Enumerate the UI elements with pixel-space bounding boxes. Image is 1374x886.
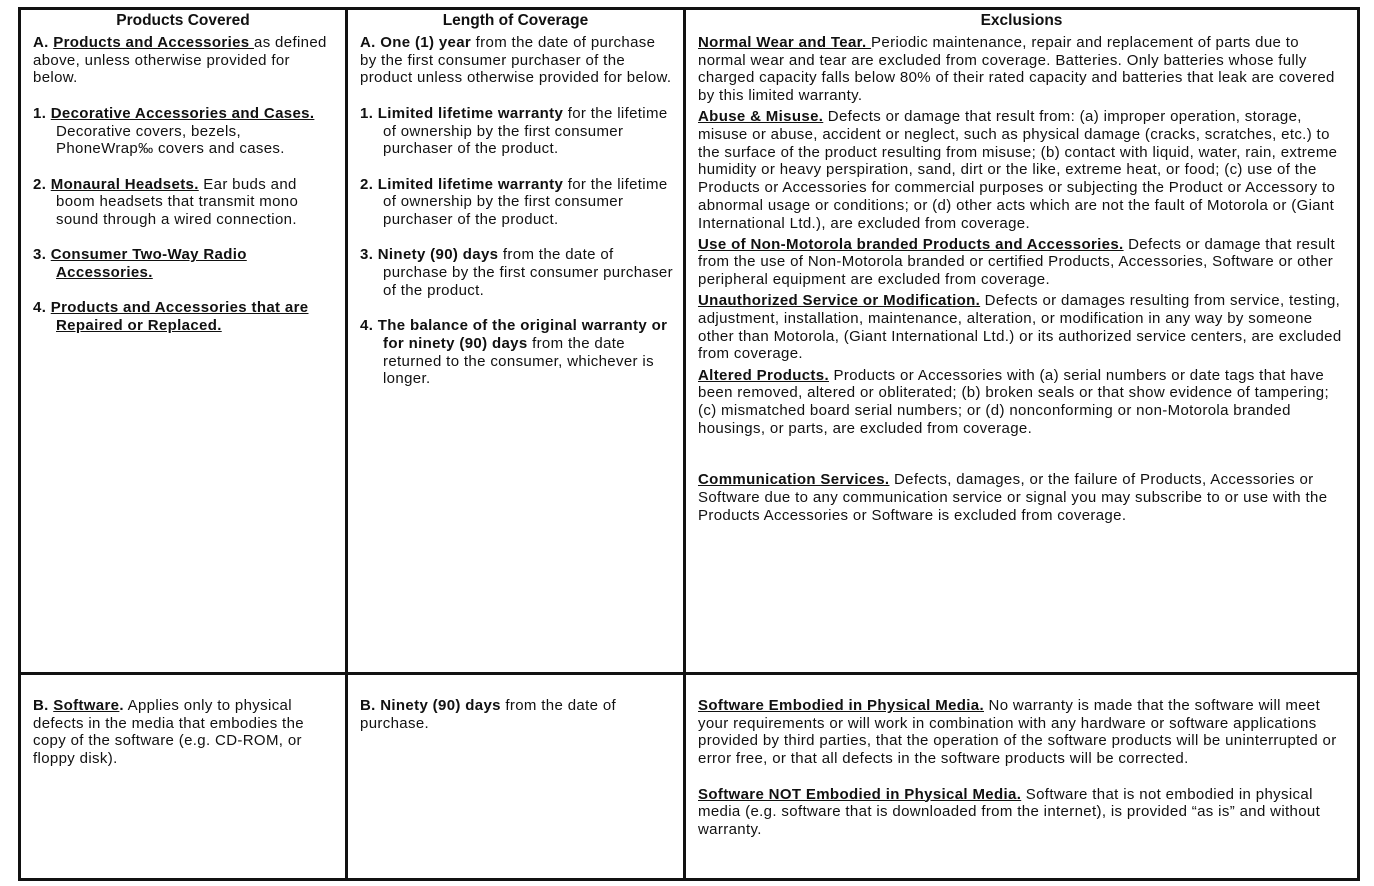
cell-content [21, 675, 345, 768]
section-title: Monaural Headsets. [50, 175, 199, 193]
coverage-paragraph [698, 108, 1349, 232]
section-title: Abuse & Misuse. [698, 108, 824, 126]
cell-content [686, 675, 1357, 839]
coverage-paragraph [698, 292, 1349, 363]
body-text: No warranty is made that the software will meet your requirements or will work in combination with any hardware or software applications provided by third parties, that the operation of the software products will be uninterrupted or error free, or that all defects in the software products will be corrected. [698, 697, 1337, 768]
coverage-paragraph [33, 697, 337, 768]
bold-lead: 1. [33, 104, 51, 122]
bold-lead: 3. [33, 246, 51, 264]
body-text: Defects, damages, or the failure of Products, Accessories or Software due to any communication service or signal you may subscribe to or use with the Products Accessories or Software is excluded from coverage. [698, 471, 1328, 524]
header-row [20, 9, 1359, 33]
body-text: as defined above, unless otherwise provided for below. [33, 34, 327, 87]
coverage-paragraph [33, 176, 337, 229]
cell-content [348, 675, 683, 732]
bold-lead: A. [33, 34, 54, 51]
body-text: from the date of purchase by the first consumer purchaser of the product unless otherwise provided for below. [360, 34, 672, 87]
body-text: for the lifetime of ownership by the first consumer purchaser of the product. [383, 104, 668, 158]
bold-lead: B. Ninety (90) days [360, 697, 501, 714]
cell-content [348, 32, 683, 388]
section-title: Products and Accessories [53, 34, 254, 51]
bold-lead: 1. Limited lifetime warranty [360, 104, 564, 122]
coverage-paragraph [698, 786, 1349, 839]
bold-lead: 4. [33, 299, 51, 317]
coverage-paragraph [360, 105, 675, 158]
coverage-paragraph [360, 246, 675, 299]
products-covered-cell [20, 32, 347, 674]
section-title: Normal Wear and Tear. [698, 34, 872, 51]
body-text: Decorative covers, bezels, PhoneWrap‰ covers and cases. [56, 122, 285, 158]
section-title: Products and Accessories that are Repaired or Replaced. [50, 299, 309, 335]
header-exclusions: Exclusions [685, 9, 1359, 33]
products-covered-cell [20, 674, 347, 880]
section-title: Software [53, 697, 120, 714]
coverage-paragraph [33, 246, 337, 281]
bold-lead: 4. The balance of the original warranty or for ninety (90) days [360, 317, 668, 352]
coverage-paragraph [33, 105, 337, 158]
section-title: Communication Services. [698, 471, 890, 489]
body-text: for the lifetime of ownership by the first consumer purchaser of the product. [383, 175, 668, 228]
body-text: Products or Accessories with (a) serial numbers or date tags that have been removed, altered or obliterated; (b) broken seals or that show evidence of tampering; (c) mismatched board serial numbers; or (d) nonconforming or non-Motorola branded housings, or parts, are excluded from coverage. [698, 366, 1330, 437]
coverage-paragraph [698, 697, 1349, 768]
body-text: Defects or damages resulting from service, testing, adjustment, installation, maintenance, alteration, or modification in any way by someone other than Motorola, (Giant International Ltd.) or its authorized service centers, are excluded from coverage. [698, 292, 1342, 363]
bold-lead: 3. Ninety (90) days [360, 246, 499, 264]
body-text: Ear buds and boom headsets that transmit mono sound through a wired connection. [56, 175, 299, 228]
body-text: Applies only to physical defects in the media that embodies the copy of the software (e.g. CD-ROM, or floppy disk). [33, 697, 304, 768]
coverage-paragraph [33, 299, 337, 334]
coverage-paragraph [698, 236, 1349, 289]
bold-lead: B. [33, 697, 54, 714]
exclusions-cell [685, 674, 1359, 880]
coverage-paragraph [360, 34, 675, 87]
section-title: Use of Non-Motorola branded Products and Accessories. [698, 235, 1124, 253]
coverage-paragraph [698, 471, 1349, 524]
bold-lead: 2. [33, 175, 51, 193]
bold-lead: 2. Limited lifetime warranty [360, 175, 564, 193]
body-text: Software that is not embodied in physical media (e.g. software that is downloaded from the internet), is provided “as is” and without warranty. [698, 785, 1321, 838]
body-text: from the date returned to the consumer, whichever is longer. [383, 334, 654, 388]
body-text: Defects or damage that result from the use of Non-Motorola branded or certified Products, Accessories, Software or other peripheral equipment are excluded from coverage. [698, 235, 1336, 289]
bold-lead: A. One (1) year [360, 34, 472, 51]
coverage-paragraph [360, 176, 675, 229]
exclusions-cell [685, 32, 1359, 674]
header-products-covered: Products Covered [20, 9, 347, 33]
body-text: from the date of purchase. [360, 697, 617, 732]
coverage-paragraph [698, 367, 1349, 438]
section-title: Software NOT Embodied in Physical Media. [698, 785, 1022, 803]
body-text: from the date of purchase by the first consumer purchaser of the product. [383, 246, 673, 299]
length-of-coverage-cell [347, 32, 685, 674]
length-of-coverage-cell [347, 674, 685, 880]
section-title: Consumer Two-Way Radio Accessories. [50, 246, 247, 282]
coverage-paragraph [698, 34, 1349, 105]
products-and-accessories-row [20, 32, 1359, 674]
section-title: Altered Products. [698, 366, 829, 384]
cell-content [686, 32, 1357, 525]
body-text: Periodic maintenance, repair and replacement of parts due to normal wear and tear are excluded from coverage. Batteries. Only batteries whose fully charged capacity falls below 80% of their rated capacity and batteries that leak are covered by this limited warranty. [698, 34, 1335, 105]
body-text: Defects or damage that result from: (a) improper operation, storage, misuse or abuse, accident or neglect, such as physical damage (cracks, scratches, etc.) to the surface of the product resulting from misuse; (b) contact with liquid, water, rain, extreme humidity or heavy perspiration, sand, dirt or the like, extreme heat, or food; (c) use of the Products or Accessories for commercial purposes or subjecting the Product or Accessory to abnormal usage or conditions; or (d) other acts which are not the fault of Motorola or (Giant International Ltd.), are excluded from coverage. [698, 108, 1338, 232]
coverage-paragraph [360, 697, 675, 732]
header-length-of-coverage: Length of Coverage [347, 9, 685, 33]
bold-lead: . [119, 697, 124, 714]
cell-content [21, 32, 345, 335]
warranty-table [18, 7, 1360, 881]
software-row [20, 674, 1359, 880]
section-title: Decorative Accessories and Cases. [50, 104, 315, 122]
coverage-paragraph [360, 317, 675, 388]
section-title: Unauthorized Service or Modification. [698, 292, 981, 310]
section-title: Software Embodied in Physical Media. [698, 697, 984, 714]
coverage-paragraph [33, 34, 337, 87]
